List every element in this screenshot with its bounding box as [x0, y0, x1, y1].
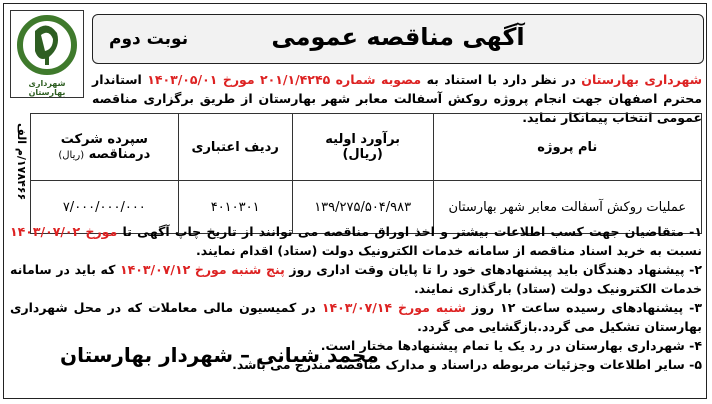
intro-text-1: در نظر دارد با استناد به [421, 72, 576, 87]
municipality-logo [10, 10, 84, 98]
notice-title: آگهی مناقصه عمومی [271, 23, 525, 51]
col-project: نام پروژه [433, 114, 701, 181]
cell-project: عملیات روکش آسفالت معابر شهر بهارستان [433, 181, 701, 234]
side-reference-code: ۱۷۸۴۶۶/م الف [15, 122, 28, 200]
list-item: ۳- پیشنهادهای رسیده ساعت ۱۲ روز شنبه مورخ ۱۴۰۳/۰۷/۱۴ در کمیسیون مالی معاملات که در محل شهرداری بهارستان تشکیل می گردد.بازگشایی می گردد. [10, 300, 702, 334]
header-box [92, 14, 704, 64]
signature: محمد شبانی – شهردار بهارستان [60, 343, 379, 367]
list-item: ۵- سایر اطلاعات وجزئیات مربوطه دراسناد و مدارک مناقصه مندرج می باشد. [232, 357, 702, 372]
cell-deposit: ۷/۰۰۰/۰۰۰/۰۰۰ [31, 181, 179, 234]
org-name: شهرداری بهارستان [581, 72, 702, 87]
col-budget-row: ردیف اعتباری [178, 114, 292, 181]
approval-ref: مصوبه شماره ۲۰۱/۱/۴۲۴۵ مورخ ۱۴۰۳/۰۵/۰۱ [147, 72, 422, 87]
header [92, 14, 702, 66]
cell-budget-row: ۴۰۱۰۳۰۱ [178, 181, 292, 234]
logo-caption: شهرداری بهارستان [28, 79, 66, 97]
col-deposit: سپرده شرکت درمناقصه (ریال) [31, 114, 179, 181]
project-table [30, 113, 702, 234]
list-item: ۴- شهرداری بهارستان در رد یک یا تمام پیشنهادها مختار است. [320, 338, 702, 353]
list-item: ۲- پیشنهاد دهندگان باید پیشنهادهای خود را تا پایان وقت اداری روز پنج شنبه مورخ ۱۴۰۳/۰۷/۱۲ که باید در سامانه خدمات الکترونیک دولت (ستاد) بارگذاری نمایند. [10, 262, 702, 296]
intro-text-2: استاندار محترم اصفهان جهت انجام پروژه روکش آسفالت معابر شهر بهارستان از طریق برگزاری مناقصه عمومی انتخاب پیمانکار نماید. [92, 72, 702, 125]
round-label: نوبت دوم [109, 29, 189, 49]
list-item: ۱- متقاضیان جهت کسب اطلاعات بیشتر و اخذ اوراق مناقصه می توانند از تاریخ چاپ آگهی تا مورخ ۱۴۰۳/۰۷/۰۲ نسبت به خرید اسناد مناقصه از سامانه خدمات الکترونیک دولت (ستاد) اقدام نمایند. [10, 224, 702, 258]
col-estimate: برآورد اولیه (ریال) [292, 114, 433, 181]
cell-estimate: ۱۳۹/۲۷۵/۵۰۴/۹۸۳ [292, 181, 433, 234]
